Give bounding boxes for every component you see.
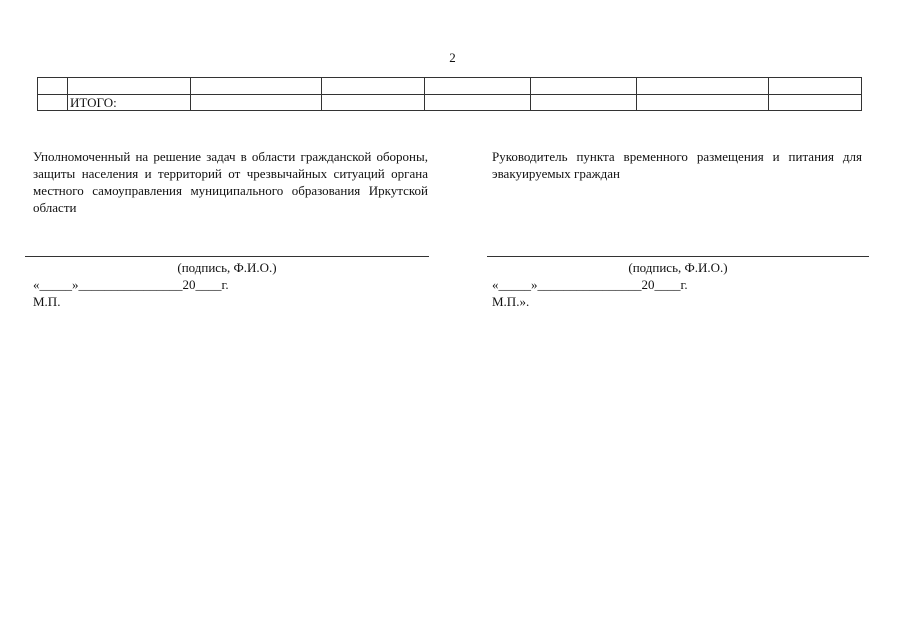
right-signature-line — [487, 256, 869, 257]
table-cell — [425, 78, 531, 95]
table-cell — [322, 78, 425, 95]
table-cell — [38, 78, 68, 95]
right-seal-mark: М.П.». — [492, 294, 530, 309]
table-cell — [425, 95, 531, 111]
right-signatory-block — [492, 148, 862, 182]
page-number: 2 — [449, 50, 456, 65]
table-cell — [322, 95, 425, 111]
right-date-line: «_____»________________20____г. — [492, 277, 688, 292]
table-row — [38, 78, 862, 95]
table-cell — [38, 95, 68, 111]
total-label: ИТОГО: — [68, 95, 191, 111]
table-row-total — [38, 95, 862, 111]
table-cell — [531, 78, 637, 95]
totals-table — [37, 77, 862, 111]
table-cell — [637, 78, 769, 95]
left-signature-line — [25, 256, 429, 257]
table-cell — [769, 78, 862, 95]
right-signature-caption: (подпись, Ф.И.О.) — [628, 260, 728, 275]
table-cell — [531, 95, 637, 111]
table-cell — [191, 95, 322, 111]
table-cell — [769, 95, 862, 111]
table-cell — [68, 78, 191, 95]
left-signatory-block — [33, 148, 428, 216]
table-cell — [191, 78, 322, 95]
right-signatory-role: Руководитель пункта временного размещения и питания для эвакуируемых граждан — [492, 149, 862, 181]
left-seal-mark: М.П. — [33, 294, 61, 309]
left-signature-caption: (подпись, Ф.И.О.) — [177, 260, 277, 275]
left-signatory-role: Уполномоченный на решение задач в области гражданской обороны, защиты населения и территорий от чрезвычайных ситуаций органа местного самоуправления муниципального образования Иркутской области — [33, 149, 428, 215]
table-cell — [637, 95, 769, 111]
left-date-line: «_____»________________20____г. — [33, 277, 229, 292]
